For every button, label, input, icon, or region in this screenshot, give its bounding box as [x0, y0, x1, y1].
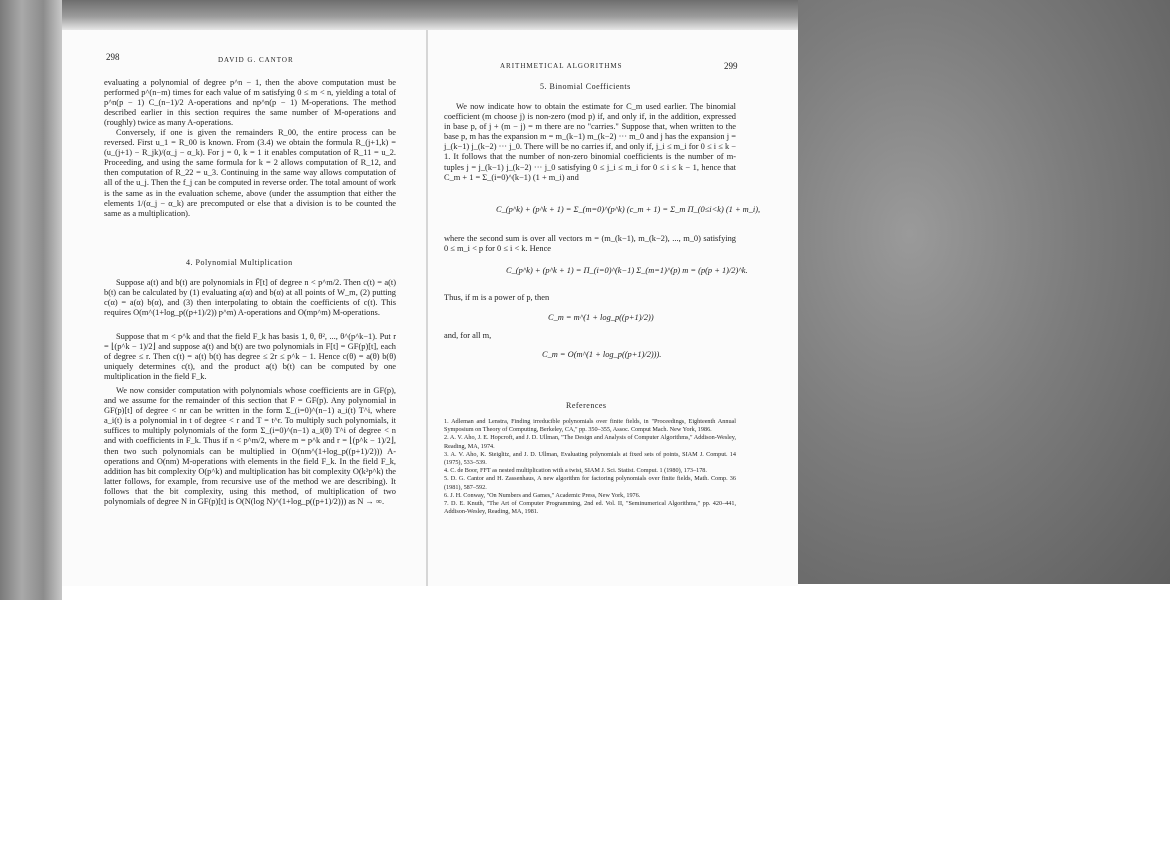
right-paragraph-2: where the second sum is over all vectors m = (m_(k−1), m_(k−2), ..., m_0) satisfying 0 ≤ m_i < p for 0 ≤ i < k. Hence	[444, 234, 736, 254]
references-list	[444, 418, 736, 516]
left-paragraph-4: Suppose that m < p^k and that the field F_k has basis 1, θ, θ², ..., θ^(p^k−1). Put r = ⌊(p^k − 1)/2⌋ and suppose a(t) and b(t) are two polynomials in F[t] = GF(p)[t], each of degree ≤ r. Then c(t) = a(t) b(t) has degree ≤ 2r ≤ p^k − 1. Hence c(θ) = a(θ) b(θ) uniquely determines c(t), and the product a(t) b(t) can be computed by one multiplication in the field F_k.	[104, 332, 396, 382]
right-page-number: 299	[724, 61, 738, 71]
reference-item: 2. A. V. Aho, J. E. Hopcroft, and J. D. Ullman, "The Design and Analysis of Computer Algorithms," Addison-Wesley, Reading, MA, 1974.	[444, 434, 736, 450]
reference-item: 4. C. de Boor, FFT as nested multiplication with a twist, SIAM J. Sci. Statist. Comput. 1 (1980), 173–178.	[444, 467, 707, 475]
reference-item: 6. J. H. Conway, "On Numbers and Games," Academic Press, New York, 1976.	[444, 491, 641, 499]
right-section-heading: 5. Binomial Coefficients	[540, 82, 631, 91]
right-paragraph-1: We now indicate how to obtain the estimate for C_m used earlier. The binomial coefficient (m choose j) is non-zero (mod p) if, and only if, in the addition, expressed in base p, of j + (m − j) = m there are no "carries." Suppose that, when written to the base p, m has the expansion m = m_(k−1) m_(k−2) ··· m_0 and j has the expansion j = j_(k−1) j_(k−2) ··· j_0. There will be no carries if, and only if, j_i ≤ m_i for 0 ≤ i ≤ k − 1. It follows that the number of non-zero binomial coefficients is the number of m-tuples j = j_(k−1) j_(k−2) ··· j_0 satisfying 0 ≤ j_i ≤ m_i for 0 ≤ i ≤ k − 1, hence that C_m + 1 = Σ_(i=0)^(k−1) (1 + m_i) and	[444, 102, 736, 182]
equation-2: C_(p^k) + (p^k + 1) = Π_(i=0)^(k−1) Σ_(m=1)^(p) m = (p(p + 1)/2)^k.	[506, 266, 748, 275]
right-paragraph-4: and, for all m,	[444, 331, 492, 340]
left-paragraph-1: evaluating a polynomial of degree p^n − 1, then the above computation must be performed p^(n−m) times for each value of m satisfying 0 ≤ m < n, yielding a total of p^n(p − 1) C_(n−1)/2 A-operations and np^n(p − 1) M-operations. The method described earlier in this section requires the same number of M-operations and (roughly) twice as many A-operations.	[104, 78, 396, 128]
scan-shadow-top	[62, 0, 798, 30]
left-page-number: 298	[106, 52, 120, 62]
reference-item: 7. D. E. Knuth, "The Art of Computer Programming, 2nd ed. Vol. II, "Seminumerical Algorithms," pp. 420–441, Addison-Wesley, Reading, MA, 1981.	[444, 500, 736, 516]
right-paragraph-3: Thus, if m is a power of p, then	[444, 293, 550, 302]
reference-item: 5. D. G. Cantor and H. Zassenhaus, A new algorithm for factoring polynomials over finite fields, Math. Comp. 36 (1981), 587–592.	[444, 475, 736, 491]
left-running-head: DAVID G. CANTOR	[218, 56, 294, 64]
right-running-head: ARITHMETICAL ALGORITHMS	[500, 62, 623, 70]
reference-item: 3. A. V. Aho, K. Steiglitz, and J. D. Ullman, Evaluating polynomials at fixed sets of points, SIAM J. Comput. 14 (1975), 533–539.	[444, 450, 736, 467]
scan-shadow-left	[0, 0, 62, 600]
equation-3: C_m = m^(1 + log_p((p+1)/2))	[548, 313, 654, 322]
left-paragraph-5: We now consider computation with polynomials whose coefficients are in GF(p), and we assume for the remainder of this section that F = GF(p). Any polynomial in GF(p)[t] of degree < nr can be written in the form Σ_(i=0)^(n−1) a_i(t) T^i, where a_i(t) is a polynomial in t of degree < r and T = t^r. To multiply such polynomials, it suffices to multiply polynomials of the form Σ_(i=0)^(n−1) a_i(θ) T^i of degree < n and with coefficients in F_k. Thus if n < p^m/2, where m = p^k and r = ⌊(p^k − 1)/2⌋, then two such polynomials can be multiplied in O(nm^(1+log_p((p+1)/2))) A-operations and O(nm) M-operations with elements in the field F_k. In the field F_k, addition has bit complexity O(p^k) and multiplication has bit complexity O(k²p^k) the latter follows, for example, from recursive use of the method we are describing). It follows that the bit complexity, using this method, of multiplication of two polynomials of degree N in GF(p)[t] is O(N(log N)^(1+log_p((p+1)/2))) as N → ∞.	[104, 386, 396, 507]
left-paragraph-2: Conversely, if one is given the remainders R_00, the entire process can be reversed. First u_1 = R_00 is known. From (3.4) we obtain the formula R_(j+1,k) = (u_(j+1) − R_jk)/(α_j − α_k). For j = 0, k = 1 it enables computation of R_11 = u_2. Proceeding, and using the same formula for k = 2 allows computation of R_12, and then computation of R_22 = u_3. Continuing in the same way allows computation of all of the u_j. Then the f_j can be computed in reverse order. The total amount of work is the same as in the evaluation scheme, above (under the assumption that either the elements 1/(α_j − α_k) are precomputed or else that a division is to be counted the same as a multiplication).	[104, 128, 396, 218]
scan-shadow-right	[798, 0, 1170, 584]
left-paragraph-3: Suppose a(t) and b(t) are polynomials in F̄[t] of degree n < p^m/2. Then c(t) = a(t) b(t) can be calculated by (1) evaluating a(α) and b(α) at all points of W_m, (2) putting c(α) = a(α) b(α), and (3) then interpolating to obtain the coefficients of c(t). This requires O(m^(1+log_p((p+1)/2)) p^m) A-operations and O(mp^m) M-operations.	[104, 278, 396, 318]
references-heading: References	[566, 401, 607, 410]
equation-1: C_(p^k) + (p^k + 1) = Σ_(m=0)^(p^k) (c_m + 1) = Σ_m Π_(0≤i<k) (1 + m_i),	[496, 205, 761, 214]
left-section-heading: 4. Polynomial Multiplication	[186, 258, 293, 267]
reference-item: 1. Adleman and Lenstra, Finding irreducible polynomials over finite fields, in "Proceedings, Eighteenth Annual Symposium on Theory of Computing, Berkeley, CA," pp. 350–355, Assoc. Comput Mach. New York, 1986.	[444, 418, 736, 434]
equation-4: C_m = O(m^(1 + log_p((p+1)/2))).	[542, 350, 662, 359]
